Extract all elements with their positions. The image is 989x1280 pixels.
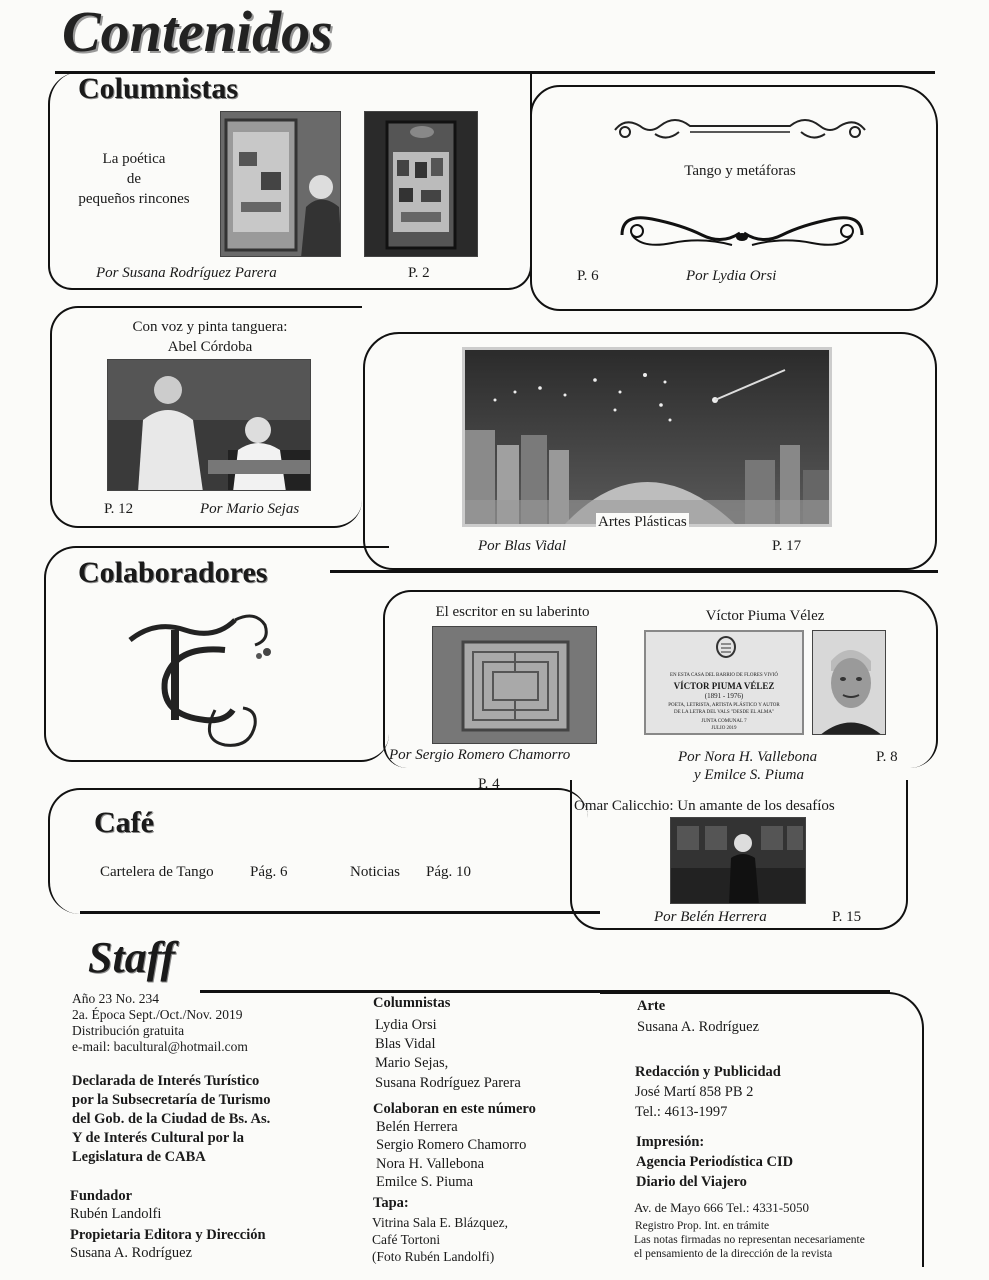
staff-info-2: 2a. Época Sept./Oct./Nov. 2019 bbox=[72, 1007, 243, 1022]
escritor-title: El escritor en su laberinto bbox=[435, 604, 590, 620]
piuma-author-1: Por Nora H. Vallebona bbox=[678, 749, 818, 765]
staff-info-4: e-mail: bacultural@hotmail.com bbox=[72, 1039, 248, 1054]
colaboradores-rule bbox=[330, 570, 938, 573]
escritor-page: P. 4 bbox=[478, 776, 500, 792]
poetica-page: P. 2 bbox=[408, 265, 430, 281]
staff-columnistas-label: Columnistas bbox=[373, 995, 451, 1011]
calicchio-photo bbox=[670, 817, 806, 904]
cordoba-page: P. 12 bbox=[104, 501, 134, 517]
escritor-author: Por Sergio Romero Chamorro bbox=[389, 747, 571, 763]
calicchio-title: Omar Calicchio: Un amante de los desafíos bbox=[574, 798, 835, 814]
impresion-2: Diario del Viajero bbox=[636, 1174, 747, 1190]
declaracion-1: Declarada de Interés Turístico bbox=[72, 1073, 260, 1089]
ornament-bottom-icon bbox=[612, 205, 872, 255]
tapa-3: (Foto Rubén Landolfi) bbox=[372, 1249, 495, 1264]
artes-author: Por Blas Vidal bbox=[478, 538, 567, 554]
piuma-portrait bbox=[812, 630, 886, 735]
fundador-name: Rubén Landolfi bbox=[70, 1206, 162, 1222]
declaracion-3: del Gob. de la Ciudad de Bs. As. bbox=[72, 1111, 271, 1127]
fundador-label: Fundador bbox=[70, 1188, 133, 1204]
vitrina-photo-1 bbox=[220, 111, 341, 257]
redaccion-label: Redacción y Publicidad bbox=[635, 1064, 781, 1080]
tapa-label: Tapa: bbox=[373, 1195, 409, 1211]
tapa-1: Vitrina Sala E. Blázquez, bbox=[372, 1215, 509, 1230]
redaccion-1: José Martí 858 PB 2 bbox=[635, 1084, 754, 1100]
impresion-1: Agencia Periodística CID bbox=[636, 1154, 794, 1170]
staff-rule bbox=[200, 990, 890, 993]
plaque-line-5: DE LA LETRA DEL VALS "DESDE EL ALMA" bbox=[673, 710, 775, 715]
escritor-photo bbox=[432, 626, 597, 744]
colaboradores-heading: Colaboradores bbox=[78, 556, 268, 589]
cafe-bottom-line bbox=[80, 911, 600, 914]
tapa-2: Café Tortoni bbox=[372, 1232, 441, 1247]
cartelera-label: Cartelera de Tango bbox=[100, 864, 214, 880]
plaque-line-6: JUNTA COMUNAL 7 bbox=[701, 719, 747, 724]
tango-author: Por Lydia Orsi bbox=[686, 268, 777, 284]
cartelera-page: Pág. 6 bbox=[250, 864, 288, 880]
cordoba-line-2: Abel Córdoba bbox=[167, 339, 253, 355]
columnistas-heading: Columnistas bbox=[78, 72, 239, 105]
impresion-label: Impresión: bbox=[636, 1134, 705, 1150]
colaboran-1: Belén Herrera bbox=[376, 1119, 458, 1135]
plaque-crest-icon bbox=[714, 636, 738, 658]
staff-columnista-3: Mario Sejas, bbox=[375, 1055, 449, 1071]
plaque-line-2: VÍCTOR PIUMA VÉLEZ bbox=[673, 681, 775, 691]
plaque-line-4: POETA, LETRISTA, ARTISTA PLÁSTICO Y AUTOR bbox=[668, 703, 780, 708]
noticias-label: Noticias bbox=[350, 864, 400, 880]
notas-2: el pensamiento de la dirección de la revista bbox=[634, 1248, 833, 1260]
piuma-page: P. 8 bbox=[876, 749, 898, 765]
poetica-line-3: pequeños rincones bbox=[78, 191, 190, 207]
plaque-line-1: EN ESTA CASA DEL BARRIO DE FLORES VIVIÓ bbox=[669, 673, 779, 678]
arte-name: Susana A. Rodríguez bbox=[637, 1019, 760, 1035]
noticias-page: Pág. 10 bbox=[426, 864, 471, 880]
declaracion-2: por la Subsecretaría de Turismo bbox=[72, 1092, 271, 1108]
colaboran-label: Colaboran en este número bbox=[373, 1101, 536, 1117]
arte-label: Arte bbox=[637, 998, 666, 1014]
vitrina-photo-2 bbox=[364, 111, 478, 257]
staff-columnista-1: Lydia Orsi bbox=[375, 1017, 437, 1033]
poetica-author: Por Susana Rodríguez Parera bbox=[96, 265, 277, 281]
cordoba-line-1: Con voz y pinta tanguera: bbox=[132, 319, 288, 335]
propietaria-label: Propietaria Editora y Dirección bbox=[70, 1227, 266, 1243]
staff-columnista-2: Blas Vidal bbox=[375, 1036, 436, 1052]
artes-page: P. 17 bbox=[772, 538, 802, 554]
cordoba-photo bbox=[107, 359, 311, 491]
colaboran-3: Nora H. Vallebona bbox=[376, 1156, 485, 1172]
artes-title: Artes Plásticas bbox=[598, 514, 687, 530]
piuma-plaque bbox=[644, 630, 804, 735]
impresion-direccion: Av. de Mayo 666 Tel.: 4331-5050 bbox=[634, 1200, 810, 1215]
poetica-line-2: de bbox=[126, 171, 142, 187]
redaccion-2: Tel.: 4613-1997 bbox=[635, 1104, 728, 1120]
artes-painting bbox=[462, 347, 832, 527]
page-title: Contenidos bbox=[62, 0, 333, 64]
plaque-line-7: JULIO 2019 bbox=[711, 726, 737, 731]
piuma-author-2: y Emilce S. Piuma bbox=[694, 767, 804, 783]
poetica-line-1: La poética bbox=[102, 151, 166, 167]
staff-info-1: Año 23 No. 234 bbox=[72, 991, 159, 1006]
staff-heading: Staff bbox=[88, 933, 176, 982]
colaboran-2: Sergio Romero Chamorro bbox=[376, 1137, 527, 1153]
piuma-title: Víctor Piuma Vélez bbox=[705, 608, 825, 624]
staff-columnista-4: Susana Rodríguez Parera bbox=[375, 1075, 521, 1091]
plaque-line-3: (1891 - 1976) bbox=[704, 692, 744, 700]
tango-page: P. 6 bbox=[577, 268, 599, 284]
propietaria-name: Susana A. Rodríguez bbox=[70, 1245, 193, 1261]
registro: Registro Prop. Int. en trámite bbox=[635, 1220, 770, 1232]
declaracion-4: Y de Interés Cultural por la bbox=[72, 1130, 244, 1146]
notas-1: Las notas firmadas no representan necesariamente bbox=[634, 1234, 865, 1246]
ornament-top-icon bbox=[605, 112, 875, 146]
calicchio-page: P. 15 bbox=[832, 909, 862, 925]
staff-info-3: Distribución gratuita bbox=[72, 1023, 185, 1038]
tortoni-monogram-icon bbox=[115, 600, 285, 750]
tango-title: Tango y metáforas bbox=[684, 163, 796, 179]
cafe-heading: Café bbox=[94, 806, 154, 839]
calicchio-author: Por Belén Herrera bbox=[654, 909, 767, 925]
declaracion-5: Legislatura de CABA bbox=[72, 1149, 206, 1165]
colaboran-4: Emilce S. Piuma bbox=[376, 1174, 474, 1190]
cordoba-author: Por Mario Sejas bbox=[200, 501, 300, 517]
